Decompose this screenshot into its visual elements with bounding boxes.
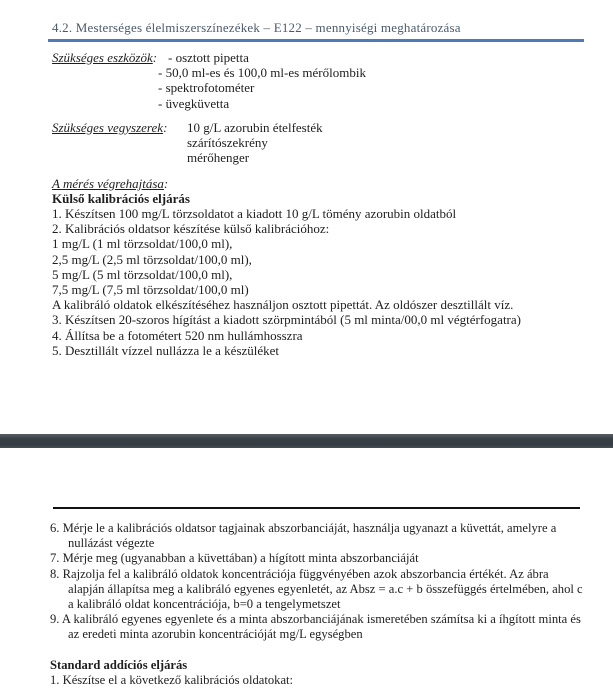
- procedure-line: 1. Készítsen 100 mg/L törzsoldatot a kiadott 10 g/L tömény azorubin oldatból: [52, 206, 457, 221]
- page-header-rule: [53, 507, 580, 509]
- procedure-line: 4. Állítsa be a fotométert 520 nm hullámhosszra: [52, 327, 303, 343]
- procedure-line: 2. Kalibrációs oldatsor készítése külső kalibrációhoz:: [52, 221, 330, 237]
- reagents-label-text: Szükséges vegyszerek: [52, 120, 164, 135]
- procedure-line: A kalibráló oldatok elkészítéséhez használjon osztott pipettát. Az oldószer desztillált víz.: [52, 297, 514, 313]
- reagents-label: [52, 120, 187, 135]
- standard-addition-heading: Standard addíciós eljárás: [50, 657, 188, 672]
- standard-addition-line: 1. Készítse el a következő kalibrációs oldatokat:: [50, 672, 294, 687]
- reagent-item: szárítószekrény: [187, 135, 268, 151]
- page-two-content: [50, 521, 587, 688]
- procedure-label-colon: :: [163, 176, 169, 191]
- tools-label: [52, 50, 158, 65]
- reagents-list: [187, 120, 323, 166]
- tool-item: - spektrofotométer: [158, 80, 255, 96]
- procedure-line: 5 mg/L (5 ml törzsoldat/100,0 ml),: [52, 266, 233, 282]
- procedure-line: 7,5 mg/L (7,5 ml törzsoldat/100,0 ml): [52, 282, 249, 298]
- procedure-heading: Külső kalibrációs eljárás: [52, 191, 190, 206]
- procedure-line: 1 mg/L (1 ml törzsoldat/100,0 ml),: [52, 236, 233, 252]
- tool-item: - 50,0 ml-es és 100,0 ml-es mérőlombik: [158, 65, 366, 81]
- step-item: 7. Mérje meg (ugyanabban a küvettában) a hígított minta abszorbanciáját: [50, 551, 419, 566]
- tools-section: [52, 50, 366, 111]
- tool-item: - üvegküvetta: [158, 95, 230, 111]
- tools-label-text: Szükséges eszközök: [52, 50, 153, 65]
- reagent-item: 10 g/L azorubin ételfesték: [187, 120, 323, 135]
- section-title: 4.2. Mesterséges élelmiszerszínezékek – E122 – mennyiségi meghatározása: [48, 20, 584, 42]
- reagent-item: mérőhenger: [187, 150, 250, 166]
- step-item: 9. A kalibráló egyenes egyenlete és a minta abszorbanciájának ismeretében számítsa ki a íhgított minta és az eredeti minta azorubin koncentrációját mg/L egységben: [50, 612, 581, 642]
- reagents-label-colon: :: [163, 120, 168, 135]
- procedure-line: 5. Desztillált vízzel nullázza le a készüléket: [52, 342, 280, 358]
- tool-item: - osztott pipetta: [168, 50, 249, 65]
- tools-list: [158, 50, 366, 111]
- page-break-band: [0, 434, 613, 448]
- tools-label-colon: :: [152, 50, 158, 65]
- procedure-line: 2,5 mg/L (2,5 ml törzsoldat/100,0 ml),: [52, 251, 252, 267]
- step-item: 8. Rajzolja fel a kalibráló oldatok koncentrációja függvényében azok abszorbancia értékét. Az ábra alapján állapítsa meg a kalibráló egyenes egyenletét, az Absz = a.c + b összefüggés értelmében, ahol c a kalibráló oldat koncentrációja, b=0 a tengelymetszet: [50, 566, 583, 612]
- procedure-line: 3. Készítsen 20-szoros hígítást a kiadott szörpmintából (5 ml minta/00,0 ml végtérfogatra): [52, 312, 521, 328]
- step-item: 6. Mérje le a kalibrációs oldatsor tagjainak abszorbanciáját, használja ugyanazt a küvettát, amelyre a nullázást végezte: [50, 521, 557, 551]
- procedure-label-text: A mérés végrehajtása: [52, 176, 164, 191]
- procedure-steps: [52, 206, 592, 358]
- reagents-section: [52, 120, 323, 166]
- procedure-label: [52, 176, 168, 191]
